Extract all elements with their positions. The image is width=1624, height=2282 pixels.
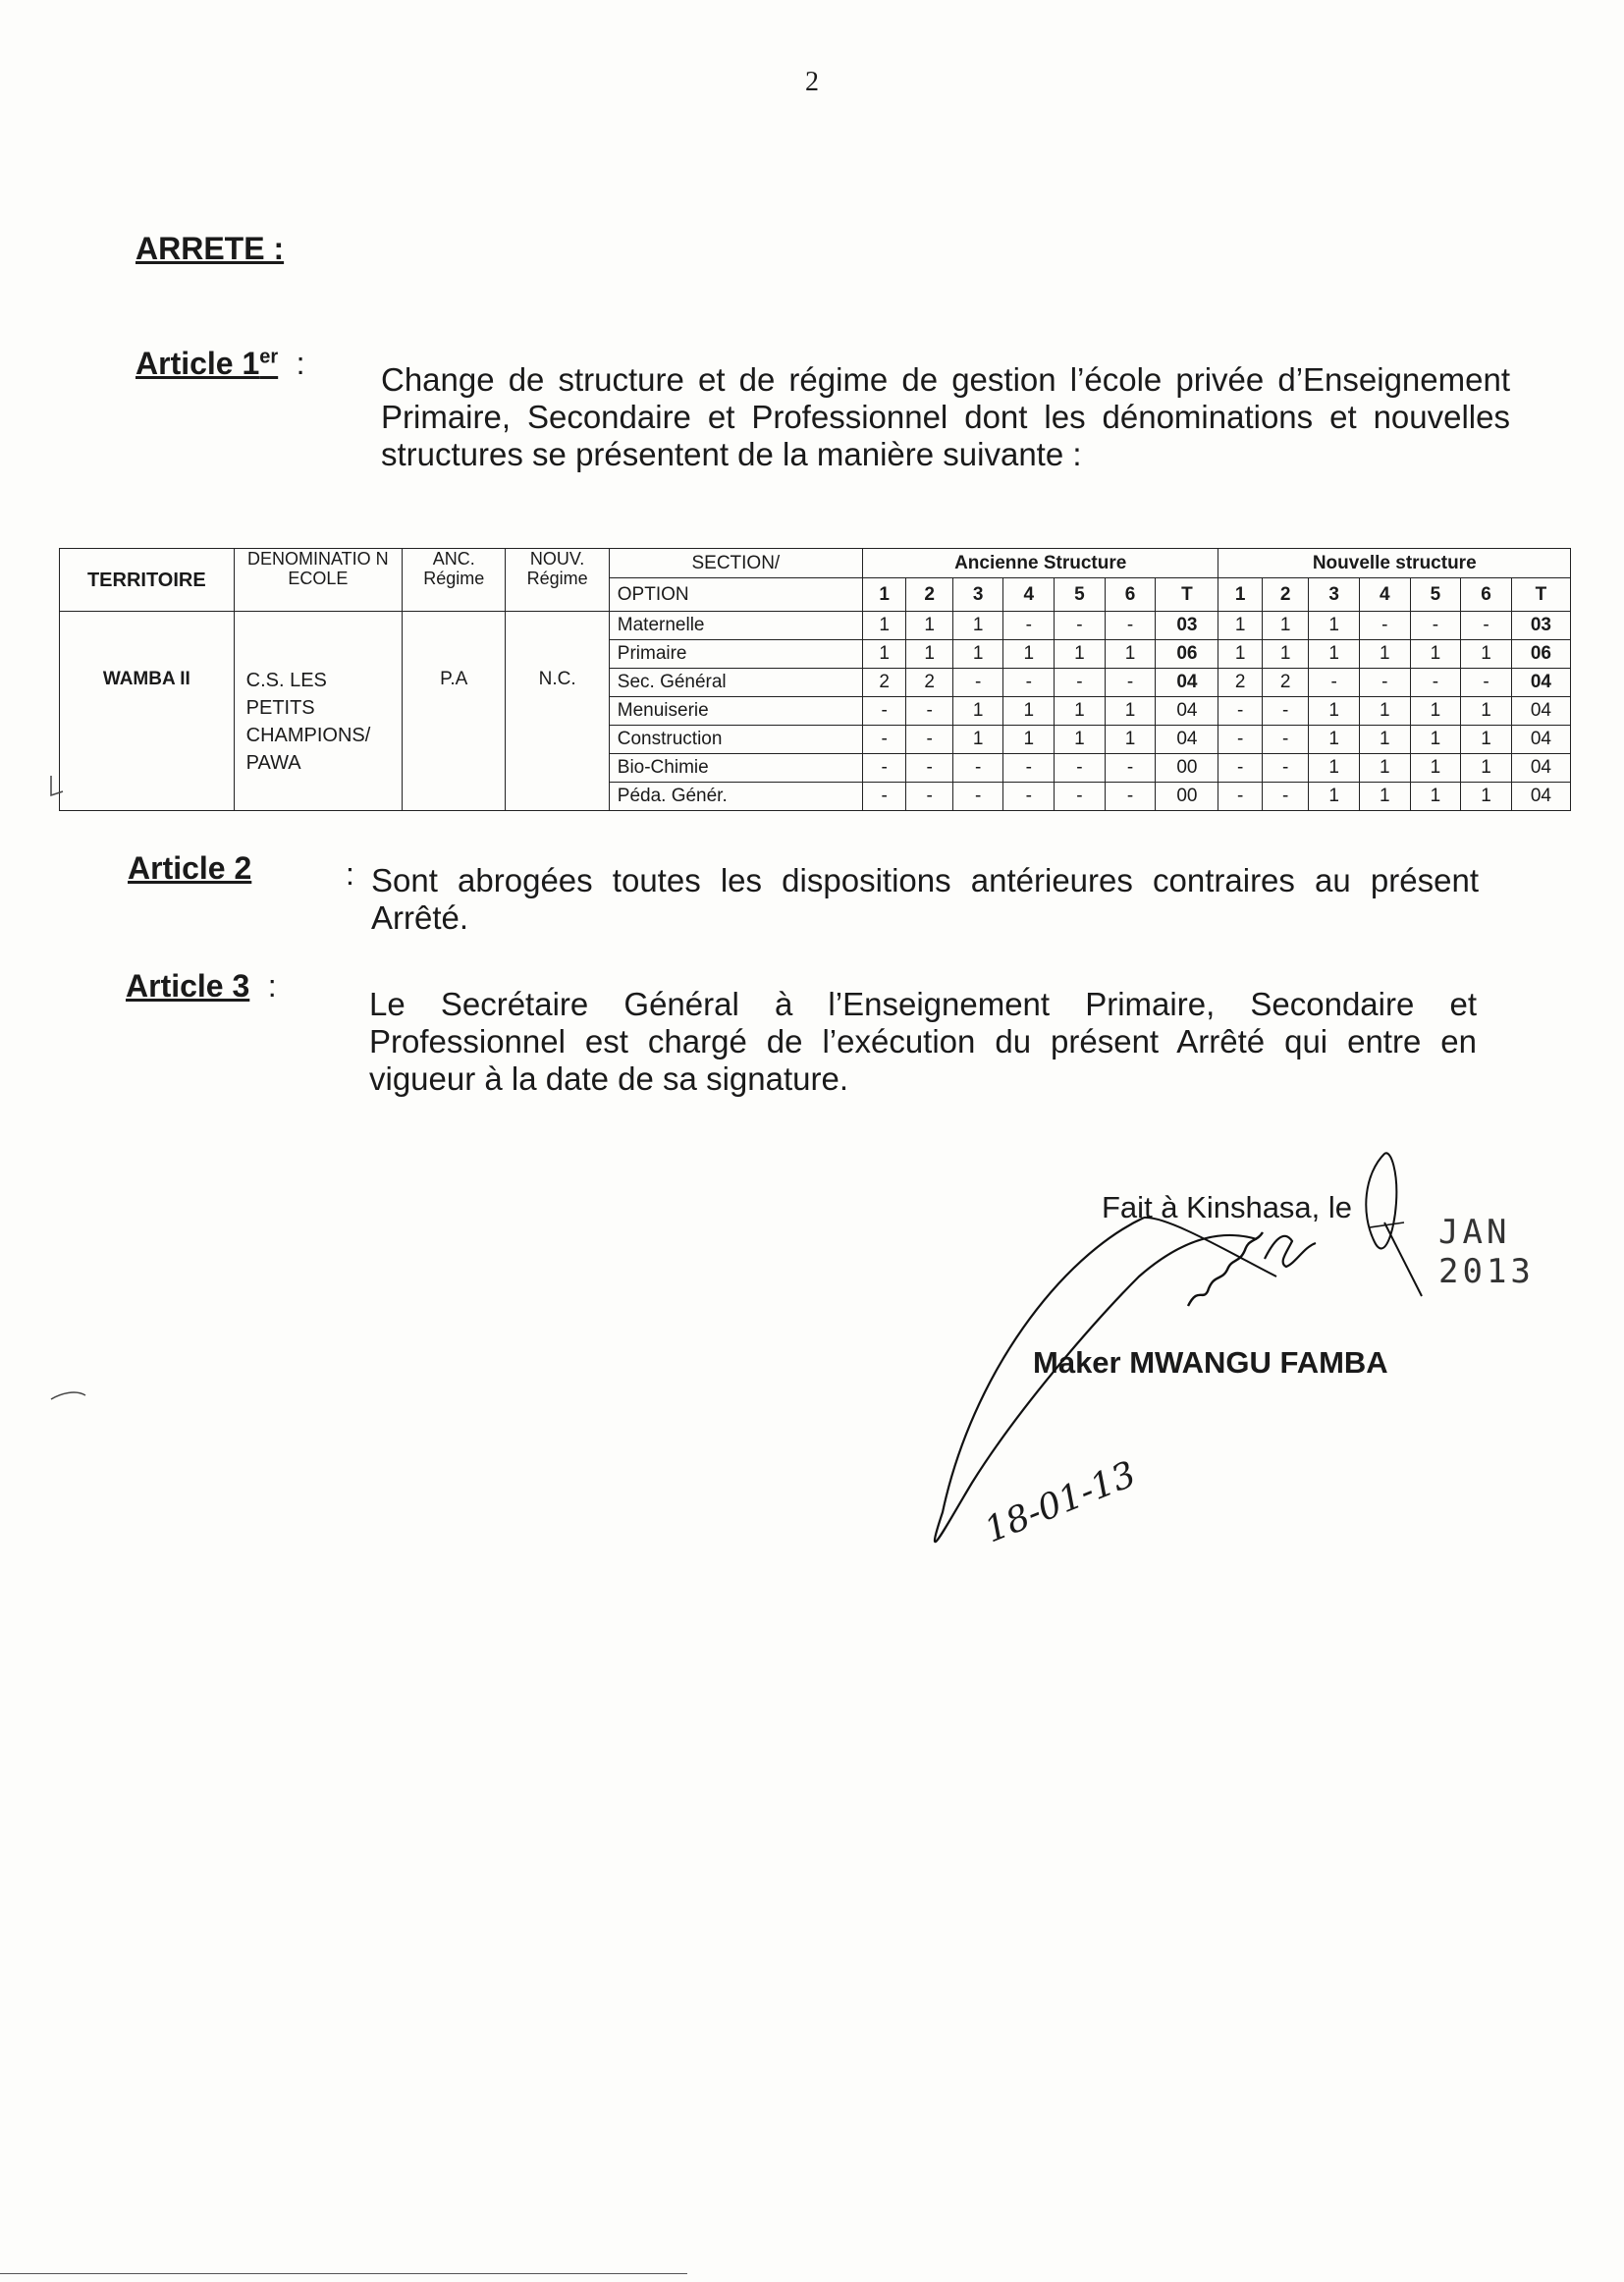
nouvelle-value-cell: 04 <box>1511 754 1570 783</box>
article1-text: Change de structure et de régime de gestion l’école privée d’Enseignement Primaire, Secondaire et Professionnel dont les dénominations et nouvelles structures se présentent de la manière suivante : <box>381 361 1510 472</box>
nouvelle-value-cell: 1 <box>1309 697 1360 726</box>
ancienne-value-cell: - <box>1003 754 1055 783</box>
nouvelle-value-cell: - <box>1461 669 1512 697</box>
ancienne-value-cell: 04 <box>1156 669 1218 697</box>
page-number: 2 <box>805 67 819 97</box>
header-ancienne-col: 4 <box>1003 578 1055 612</box>
nouvelle-value-cell: 04 <box>1511 726 1570 754</box>
nouvelle-value-cell: 1 <box>1218 640 1262 669</box>
header-ancienne-col: 6 <box>1105 578 1156 612</box>
nouvelle-value-cell: 1 <box>1359 726 1410 754</box>
ancienne-value-cell: - <box>1105 783 1156 811</box>
nouvelle-value-cell: - <box>1262 783 1309 811</box>
header-ancienne: Ancienne Structure <box>862 549 1218 578</box>
nouv-regime-cell: N.C. <box>506 612 609 811</box>
nouvelle-value-cell: 1 <box>1461 754 1512 783</box>
anc-regime-cell: P.A <box>403 612 506 811</box>
ancienne-value-cell: - <box>862 783 905 811</box>
ancienne-value-cell: - <box>1055 783 1106 811</box>
nouvelle-value-cell: 1 <box>1309 754 1360 783</box>
nouvelle-value-cell: 1 <box>1309 612 1360 640</box>
ancienne-value-cell: 2 <box>906 669 953 697</box>
nouvelle-value-cell: - <box>1218 697 1262 726</box>
ancienne-value-cell: 1 <box>1003 640 1055 669</box>
ancienne-value-cell: - <box>1105 612 1156 640</box>
nouvelle-value-cell: - <box>1262 726 1309 754</box>
nouvelle-value-cell: - <box>1218 726 1262 754</box>
date-stamp: JAN 2013 <box>1438 1213 1535 1291</box>
fait-a-kinshasa: Fait à Kinshasa, le <box>1102 1190 1353 1224</box>
ancienne-value-cell: 06 <box>1156 640 1218 669</box>
ancienne-value-cell: 1 <box>1003 697 1055 726</box>
nouvelle-value-cell: - <box>1309 669 1360 697</box>
header-ancienne-col: 3 <box>952 578 1003 612</box>
ancienne-value-cell: 1 <box>906 640 953 669</box>
nouvelle-value-cell: 1 <box>1309 726 1360 754</box>
header-ancienne-col: 2 <box>906 578 953 612</box>
ancienne-value-cell: 1 <box>1105 640 1156 669</box>
header-nouvelle-col: 2 <box>1262 578 1309 612</box>
header-nouvelle-col: T <box>1511 578 1570 612</box>
ancienne-value-cell: - <box>906 697 953 726</box>
nouvelle-value-cell: 1 <box>1461 640 1512 669</box>
header-ancienne-col: 5 <box>1055 578 1106 612</box>
nouvelle-value-cell: 04 <box>1511 697 1570 726</box>
ecole-name-line: PAWA <box>245 752 301 774</box>
nouvelle-value-cell: 1 <box>1262 612 1309 640</box>
option-cell: Péda. Génér. <box>609 783 862 811</box>
nouvelle-value-cell: 04 <box>1511 783 1570 811</box>
option-cell: Construction <box>609 726 862 754</box>
ancienne-value-cell: 1 <box>1003 726 1055 754</box>
header-ancienne-col: T <box>1156 578 1218 612</box>
nouvelle-value-cell: - <box>1262 754 1309 783</box>
nouvelle-value-cell: 1 <box>1359 640 1410 669</box>
ancienne-value-cell: - <box>906 726 953 754</box>
ancienne-value-cell: 00 <box>1156 783 1218 811</box>
ancienne-value-cell: - <box>1003 669 1055 697</box>
ancienne-value-cell: 04 <box>1156 726 1218 754</box>
ancienne-value-cell: - <box>906 783 953 811</box>
nouvelle-value-cell: 1 <box>1461 697 1512 726</box>
nouvelle-value-cell: 1 <box>1410 640 1461 669</box>
ancienne-value-cell: 1 <box>952 612 1003 640</box>
bottom-rule <box>0 2273 687 2274</box>
article1-colon: : <box>296 346 305 381</box>
option-cell: Maternelle <box>609 612 862 640</box>
header-nouvelle-col: 6 <box>1461 578 1512 612</box>
ancienne-value-cell: - <box>1055 754 1106 783</box>
nouvelle-value-cell: 04 <box>1511 669 1570 697</box>
ancienne-value-cell: 1 <box>1105 697 1156 726</box>
ancienne-value-cell: - <box>952 783 1003 811</box>
nouvelle-value-cell: 1 <box>1218 612 1262 640</box>
nouvelle-value-cell: - <box>1461 612 1512 640</box>
nouvelle-value-cell: 2 <box>1218 669 1262 697</box>
nouvelle-value-cell: 2 <box>1262 669 1309 697</box>
ancienne-value-cell: 1 <box>952 640 1003 669</box>
option-cell: Menuiserie <box>609 697 862 726</box>
nouvelle-value-cell: - <box>1410 669 1461 697</box>
ancienne-value-cell: 03 <box>1156 612 1218 640</box>
header-section: SECTION/ <box>609 549 862 578</box>
territoire-cell: WAMBA II <box>60 612 235 811</box>
ancienne-value-cell: - <box>1055 612 1106 640</box>
header-anc-regime: ANC. Régime <box>403 549 506 612</box>
nouvelle-value-cell: 1 <box>1309 640 1360 669</box>
article3-colon: : <box>267 968 277 1004</box>
ancienne-value-cell: - <box>862 697 905 726</box>
header-nouvelle-col: 3 <box>1309 578 1360 612</box>
ancienne-value-cell: 1 <box>1055 726 1106 754</box>
nouvelle-value-cell: 1 <box>1359 783 1410 811</box>
ancienne-value-cell: 04 <box>1156 697 1218 726</box>
ancienne-value-cell: - <box>1055 669 1106 697</box>
nouvelle-value-cell: - <box>1218 783 1262 811</box>
ancienne-value-cell: - <box>1105 754 1156 783</box>
nouvelle-value-cell: 1 <box>1410 726 1461 754</box>
article1-label: Article 1er <box>135 346 279 381</box>
ancienne-value-cell: - <box>862 754 905 783</box>
nouvelle-value-cell: 1 <box>1461 783 1512 811</box>
article3-text: Le Secrétaire Général à l’Enseignement Primaire, Secondaire et Professionnel est chargé de l’exécution du présent Arrêté qui entre en vigueur à la date de sa signature. <box>369 986 1477 1097</box>
nouvelle-value-cell: - <box>1218 754 1262 783</box>
ancienne-value-cell: - <box>952 754 1003 783</box>
article2-colon: : <box>346 856 354 892</box>
header-ancienne-col: 1 <box>862 578 905 612</box>
ancienne-value-cell: - <box>1105 669 1156 697</box>
nouvelle-value-cell: 1 <box>1461 726 1512 754</box>
article3-label: Article 3 <box>126 968 250 1004</box>
ancienne-value-cell: 00 <box>1156 754 1218 783</box>
ancienne-value-cell: - <box>952 669 1003 697</box>
ancienne-value-cell: 1 <box>952 726 1003 754</box>
nouvelle-value-cell: 1 <box>1410 783 1461 811</box>
nouvelle-value-cell: 1 <box>1262 640 1309 669</box>
article2-text: Sont abrogées toutes les dispositions antérieures contraires au présent Arrêté. <box>371 862 1479 936</box>
header-nouvelle-col: 1 <box>1218 578 1262 612</box>
nouvelle-value-cell: - <box>1262 697 1309 726</box>
header-nouv-regime: NOUV. Régime <box>506 549 609 612</box>
ancienne-value-cell: 2 <box>862 669 905 697</box>
header-nouvelle-col: 5 <box>1410 578 1461 612</box>
header-territoire: TERRITOIRE <box>60 549 235 612</box>
option-cell: Sec. Général <box>609 669 862 697</box>
option-cell: Bio-Chimie <box>609 754 862 783</box>
header-nouvelle-col: 4 <box>1359 578 1410 612</box>
ancienne-value-cell: - <box>1003 612 1055 640</box>
ecole-name-line: CHAMPIONS/ <box>245 725 371 746</box>
ancienne-value-cell: - <box>1003 783 1055 811</box>
signer-name: Maker MWANGU FAMBA <box>1033 1345 1388 1380</box>
ecole-name-line: PETITS <box>245 697 315 719</box>
ancienne-value-cell: - <box>906 754 953 783</box>
ancienne-value-cell: 1 <box>862 640 905 669</box>
arrete-heading: ARRETE : <box>135 231 285 266</box>
nouvelle-value-cell: 1 <box>1309 783 1360 811</box>
nouvelle-value-cell: 1 <box>1359 754 1410 783</box>
header-denomination: DENOMINATIO N ECOLE <box>234 549 402 612</box>
nouvelle-value-cell: 06 <box>1511 640 1570 669</box>
nouvelle-value-cell: - <box>1359 612 1410 640</box>
option-cell: Primaire <box>609 640 862 669</box>
header-nouvelle: Nouvelle structure <box>1218 549 1571 578</box>
ecole-name-line: C.S. LES <box>245 670 327 691</box>
nouvelle-value-cell: 03 <box>1511 612 1570 640</box>
ancienne-value-cell: 1 <box>1105 726 1156 754</box>
article2-label: Article 2 <box>128 850 252 886</box>
nouvelle-value-cell: - <box>1410 612 1461 640</box>
handwritten-date: 18-01-13 <box>979 1453 1142 1551</box>
nouvelle-value-cell: 1 <box>1410 697 1461 726</box>
ancienne-value-cell: 1 <box>862 612 905 640</box>
header-option: OPTION <box>609 578 862 612</box>
ancienne-value-cell: 1 <box>1055 640 1106 669</box>
nouvelle-value-cell: 1 <box>1410 754 1461 783</box>
ancienne-value-cell: 1 <box>952 697 1003 726</box>
ancienne-value-cell: - <box>862 726 905 754</box>
nouvelle-value-cell: - <box>1359 669 1410 697</box>
nouvelle-value-cell: 1 <box>1359 697 1410 726</box>
ancienne-value-cell: 1 <box>1055 697 1106 726</box>
ancienne-value-cell: 1 <box>906 612 953 640</box>
